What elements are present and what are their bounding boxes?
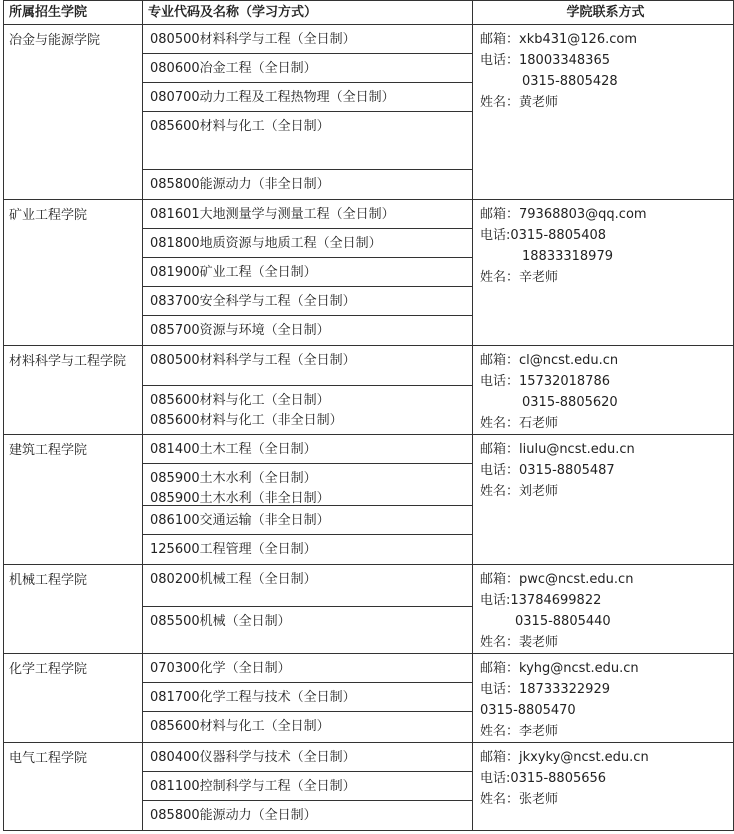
table-row [4,743,734,831]
major-item [143,83,472,112]
contact-line: 姓名：刘老师 [480,484,559,499]
major-label: 085600材料与化工（全日制） [150,119,330,134]
major-label: 085500机械（全日制） [150,614,291,629]
college-name: 材料科学与工程学院 [4,346,143,435]
major-label: 080500材料科学与工程（全日制） [150,32,356,47]
college-name: 冶金与能源学院 [4,25,143,200]
contact-line: 邮箱：kyhg@ncst.edu.cn [480,661,639,676]
table-row [4,346,734,435]
major-list [143,25,473,200]
contact-info [473,200,734,346]
major-label: 081900矿业工程（全日制） [150,265,317,280]
contact-line: 0315-8805440 [515,614,611,629]
major-list [143,654,473,743]
major-item [143,316,472,345]
contact-info [473,435,734,565]
major-item [143,229,472,258]
contact-line: 0315-8805428 [522,74,618,89]
major-item [143,801,472,830]
major-label: 085900土木水利（非全日制） [150,491,330,506]
major-item [143,170,472,199]
major-item [143,743,472,772]
contact-info [473,346,734,435]
major-label: 085800能源动力（非全日制） [150,177,330,192]
contact-info [473,565,734,654]
contact-line: 邮箱：cl@ncst.edu.cn [480,353,619,368]
major-label: 080500材料科学与工程（全日制） [150,353,356,368]
table-row [4,435,734,565]
major-item [143,386,472,433]
header-row [4,1,734,25]
major-label: 080400仪器科学与技术（全日制） [150,750,356,765]
major-item [143,287,472,316]
major-item [143,112,472,170]
contact-info [473,654,734,743]
major-label: 080200机械工程（全日制） [150,572,317,587]
major-label: 080700动力工程及工程热物理（全日制） [150,90,395,105]
major-label: 081601大地测量学与测量工程（全日制） [150,207,395,222]
major-label: 085600材料与化工（全日制） [150,719,330,734]
contact-line: 姓名：张老师 [480,792,559,807]
college-name: 矿业工程学院 [4,200,143,346]
college-name: 机械工程学院 [4,565,143,654]
major-item [143,506,472,535]
college-name: 建筑工程学院 [4,435,143,565]
contact-line: 邮箱：liulu@ncst.edu.cn [480,442,635,457]
contact-line: 邮箱：xkb431@126.com [480,32,637,47]
contact-line: 姓名：裴老师 [480,635,559,650]
major-label: 081700化学工程与技术（全日制） [150,690,356,705]
major-label: 125600工程管理（全日制） [150,542,317,557]
contact-line: 电话：15732018786 [480,374,610,389]
major-label: 086100交通运输（非全日制） [150,513,330,528]
contact-line: 电话:13784699822 [480,593,602,608]
contact-line: 姓名：黄老师 [480,95,559,110]
major-item [143,535,472,564]
contact-info [473,743,734,831]
contact-line: 电话：18003348365 [480,53,610,68]
major-list [143,743,473,831]
major-label: 085600材料与化工（全日制） [150,393,330,408]
table-row [4,200,734,346]
contact-line: 18833318979 [522,249,613,264]
header-college: 所属招生学院 [4,1,143,25]
major-label: 081100控制科学与工程（全日制） [150,779,356,794]
major-label: 085700资源与环境（全日制） [150,323,330,338]
major-item [143,607,472,651]
major-item [143,654,472,683]
major-item [143,464,472,506]
admissions-table [3,0,734,831]
major-item [143,772,472,801]
college-name: 化学工程学院 [4,654,143,743]
contact-line: 0315-8805620 [522,395,618,410]
major-item [143,258,472,287]
major-list [143,565,473,654]
major-label: 070300化学（全日制） [150,661,291,676]
major-label: 081400土木工程（全日制） [150,442,317,457]
contact-line: 邮箱：pwc@ncst.edu.cn [480,572,634,587]
contact-line: 邮箱：jkxyky@ncst.edu.cn [480,750,649,765]
major-item [143,346,472,386]
table-row [4,25,734,200]
contact-line: 邮箱：79368803@qq.com [480,207,647,222]
table-row [4,654,734,743]
major-list [143,200,473,346]
contact-line: 0315-8805470 [480,703,576,718]
major-item [143,712,472,741]
contact-line: 姓名：辛老师 [480,270,559,285]
major-item [143,683,472,712]
major-label: 085600材料与化工（非全日制） [150,413,343,428]
major-list [143,435,473,565]
major-label: 085900土木水利（全日制） [150,471,317,486]
contact-line: 电话:0315-8805408 [480,228,607,243]
contact-line: 姓名：石老师 [480,416,559,431]
major-item [143,200,472,229]
major-label: 083700安全科学与工程（全日制） [150,294,356,309]
header-contact: 学院联系方式 [473,1,734,25]
college-name: 电气工程学院 [4,743,143,831]
table-row [4,565,734,654]
major-item [143,435,472,464]
major-item [143,25,472,54]
major-label: 080600冶金工程（全日制） [150,61,317,76]
major-item [143,54,472,83]
contact-line: 电话：0315-8805487 [480,463,615,478]
major-list [143,346,473,435]
header-major: 专业代码及名称（学习方式） [143,1,473,25]
major-label: 081800地质资源与地质工程（全日制） [150,236,382,251]
major-item [143,565,472,607]
contact-line: 电话:0315-8805656 [480,771,607,786]
contact-line: 电话：18733322929 [480,682,610,697]
contact-line: 姓名：李老师 [480,724,559,739]
contact-info [473,25,734,200]
major-label: 085800能源动力（全日制） [150,808,317,823]
